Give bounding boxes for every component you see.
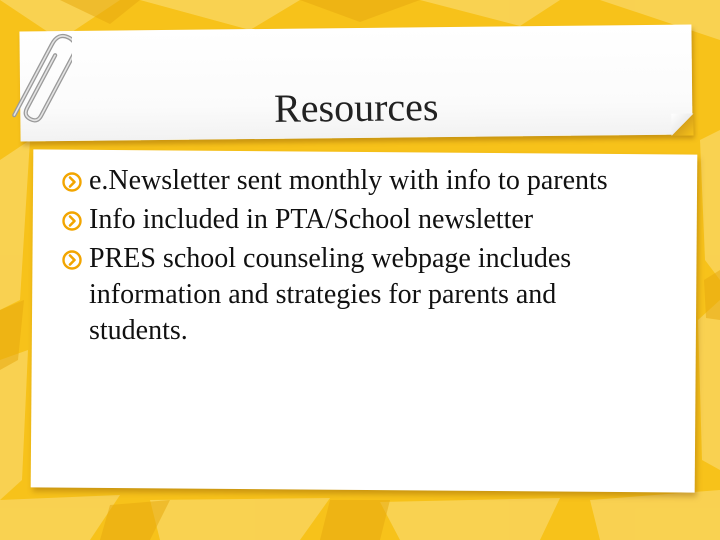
title-card	[19, 24, 692, 141]
arrow-circle-icon	[62, 172, 82, 192]
bullet-text: Info included in PTA/School newsletter	[89, 204, 534, 235]
bullet-item	[60, 202, 660, 238]
bullet-item	[60, 241, 660, 349]
bullet-text: PRES school counseling webpage includes information and strategies for parents and students.	[89, 243, 572, 346]
bullet-list	[60, 163, 660, 352]
bullet-item	[60, 163, 660, 199]
arrow-circle-icon	[62, 250, 82, 270]
slide-title: Resources	[273, 84, 439, 131]
paperclip-icon	[12, 24, 72, 136]
arrow-circle-icon	[62, 211, 82, 231]
bullet-text: e.Newsletter sent monthly with info to parents	[89, 165, 608, 196]
